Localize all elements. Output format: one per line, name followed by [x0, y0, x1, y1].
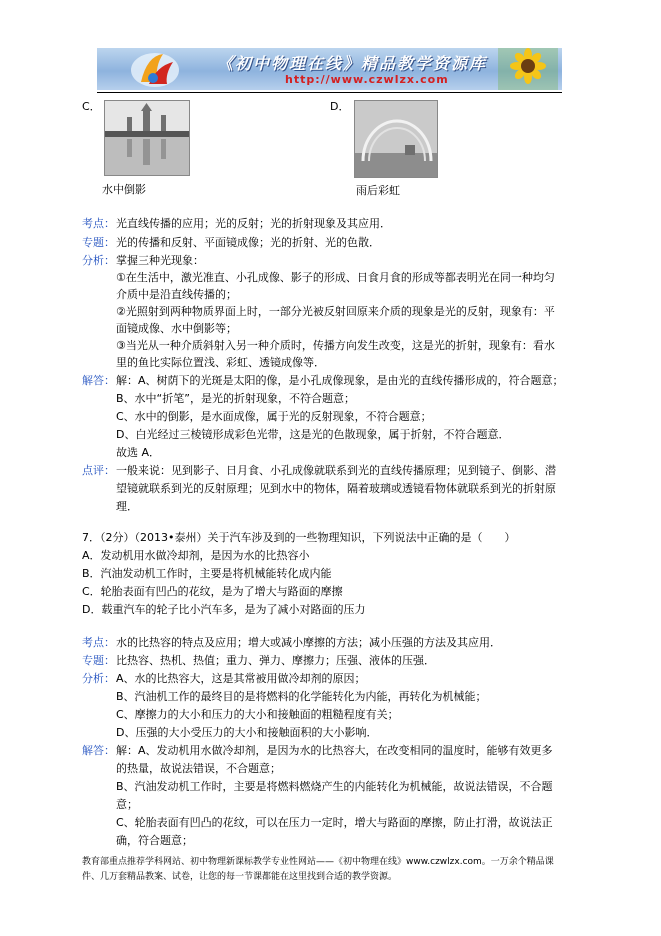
q6-jieda-tag: 解答：: [82, 374, 115, 387]
q6-dianping-line: 理．: [116, 500, 138, 513]
q6-zhuanti-text: 光的传播和反射、平面镜成像；光的折射、光的色散．: [116, 236, 380, 249]
q7-option-b: B．汽油发动机工作时，主要是将机械能转化成内能: [82, 567, 332, 580]
page-footer: [82, 855, 582, 885]
q7-kaodian-tag: 考点：: [82, 636, 115, 649]
q7-zhuanti-tag: 专题：: [82, 654, 115, 667]
q6-jieda-line: 解：A、树荫下的光斑是太阳的像，是小孔成像现象，是由光的直线传播形成的，符合题意；: [116, 374, 564, 387]
q6-fenxi-line: 掌握三种光现象：: [116, 254, 204, 267]
q7-jieda-tag: 解答：: [82, 744, 115, 757]
q7-fenxi-line: B、汽油机工作的最终目的是将燃料的化学能转化为内能，再转化为机械能；: [116, 690, 487, 703]
q6-fenxi-line: ②光照射到两种物质界面上时，一部分光被反射回原来介质的现象是光的反射，现象有：平: [116, 305, 555, 318]
q7-fenxi-line: A、水的比热容大，这是其常被用做冷却剂的原因；: [116, 672, 366, 685]
option-d-caption: 雨后彩虹: [356, 184, 400, 197]
q7-fenxi-line: C、摩擦力的大小和压力的大小和接触面的粗糙程度有关；: [116, 708, 399, 721]
q7-option-d: D．载重汽车的轮子比小汽车多，是为了减小对路面的压力: [82, 603, 366, 616]
footer-line: 件、几万套精品教案、试卷，让您的每一节课都能在这里找到合适的教学资源。: [82, 872, 398, 882]
q6-kaodian-tag: 考点：: [82, 217, 115, 230]
banner-title: 《初中物理在线》精品教学资源库: [217, 54, 488, 73]
q7-jieda-line: 解：A、发动机用水做冷却剂，是因为水的比热容大，在改变相同的温度时，能够有效更多: [116, 744, 553, 757]
site-logo-icon: [127, 48, 187, 90]
footer-line: 教育部重点推荐学科网站、初中物理新课标教学专业性网站——《初中物理在线》www.czwlzx.com。一万余个精品课: [82, 857, 554, 867]
q6-fenxi-line: ①在生活中，激光准直、小孔成像、影子的形成、日食月食的形成等都表明光在同一种均匀: [116, 271, 555, 284]
banner-url[interactable]: http://www.czwlzx.com: [285, 73, 449, 86]
q6-fenxi-line: 介质中是沿直线传播的；: [116, 288, 237, 301]
option-d-label: D．: [330, 100, 350, 113]
sunflower-icon: [498, 48, 558, 90]
q7-option-c: C．轮胎表面有凹凸的花纹，是为了增大与路面的摩擦: [82, 585, 343, 598]
q6-fenxi-line: 面镜成像、水中倒影等；: [116, 322, 237, 335]
pagoda-reflection-image: [104, 100, 190, 176]
q6-dianping-line: 望镜就联系到光的反射原理；见到水中的物体，隔着玻璃或透镜看物体就联系到光的折射原: [116, 482, 556, 495]
q6-jieda-line: D、白光经过三棱镜形成彩色光带，这是光的色散现象，属于折射，不符合题意．: [116, 428, 510, 441]
q6-jieda-line: B、水中“折笔”，是光的折射现象，不符合题意；: [116, 392, 355, 405]
header-divider: [97, 92, 562, 93]
option-c-label: C．: [82, 100, 101, 113]
q7-option-a: A．发动机用水做冷却剂，是因为水的比热容小: [82, 549, 310, 562]
q7-kaodian-text: 水的比热容的特点及应用；增大或减小摩擦的方法；减小压强的方法及其应用．: [116, 636, 501, 649]
rainbow-image: [354, 100, 438, 178]
q7-fenxi-line: D、压强的大小受压力的大小和接触面积的大小影响．: [116, 726, 378, 739]
option-c-caption: 水中倒影: [102, 183, 146, 196]
q6-jieda-line: C、水中的倒影，是水面成像，属于光的反射现象，不符合题意；: [116, 410, 432, 423]
q6-fenxi-line: 里的鱼比实际位置浅、彩虹、透镜成像等．: [116, 356, 325, 369]
q6-dianping-line: 一般来说：见到影子、日月食、小孔成像就联系到光的直线传播原理；见到镜子、倒影、潜: [116, 464, 556, 477]
q7-jieda-line: 意；: [116, 798, 138, 811]
q6-fenxi-tag: 分析：: [82, 254, 115, 267]
header-banner: [97, 48, 562, 90]
q7-jieda-line: 的热量，故说法错误，不合题意；: [116, 762, 281, 775]
q6-fenxi-line: ③当光从一种介质斜射入另一种介质时，传播方向发生改变，这是光的折射，现象有：看水: [116, 339, 555, 352]
q6-zhuanti-tag: 专题：: [82, 236, 115, 249]
q7-fenxi-tag: 分析：: [82, 672, 115, 685]
q7-zhuanti-text: 比热容、热机、热值；重力、弹力、摩擦力；压强、液体的压强．: [116, 654, 435, 667]
q7-jieda-line: B、汽油发动机工作时，主要是将燃料燃烧产生的内能转化为机械能，故说法错误，不合题: [116, 780, 553, 793]
q7-jieda-line: 确，符合题意；: [116, 834, 193, 847]
q6-kaodian-text: 光直线传播的应用；光的反射；光的折射现象及其应用．: [116, 217, 391, 230]
q6-dianping-tag: 点评：: [82, 464, 115, 477]
q7-stem: 7．（2分）（2013•泰州）关于汽车涉及到的一些物理知识，下列说法中正确的是（ ）: [82, 531, 516, 544]
q7-jieda-line: C、轮胎表面有凹凸的花纹，可以在压力一定时，增大与路面的摩擦，防止打滑，故说法正: [116, 816, 553, 829]
q6-jieda-line: 故选 A．: [116, 446, 161, 459]
